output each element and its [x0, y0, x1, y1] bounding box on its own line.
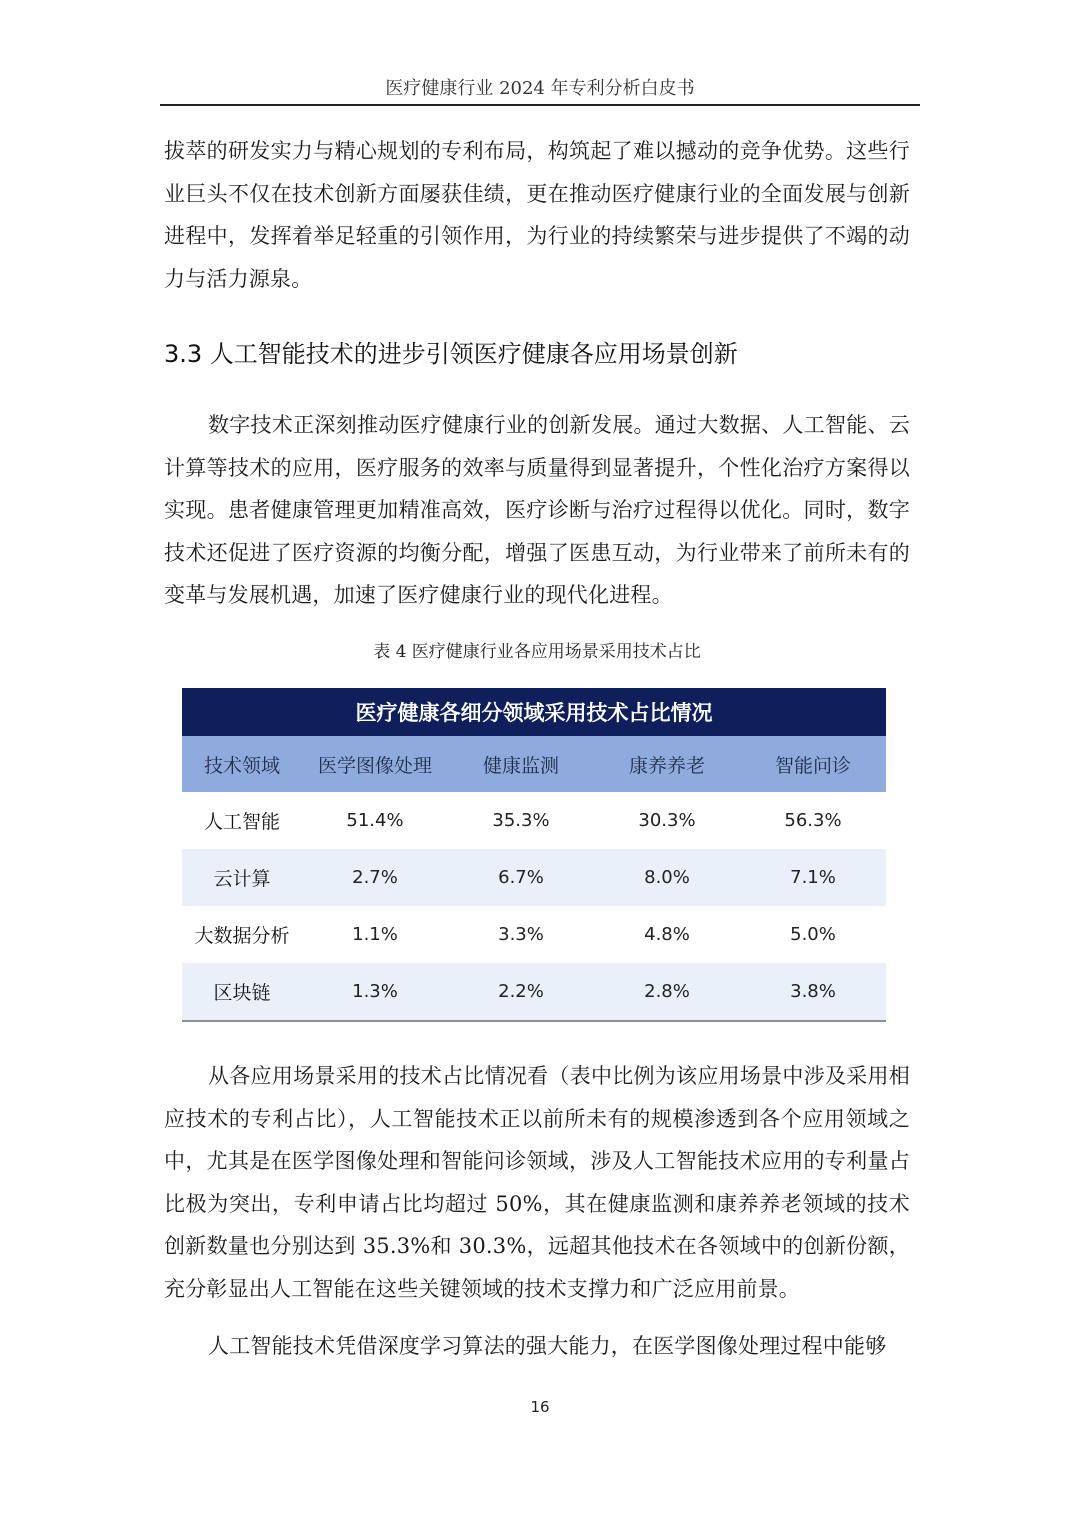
paragraph-digital-tech: 数字技术正深刻推动医疗健康行业的创新发展。通过大数据、人工智能、云计算等技术的应用，医疗服务的效率与质量得到显著提升，个性化治疗方案得以实现。患者健康管理更加精准高效，医疗诊断与治疗过程得以优化。同时，数字技术还促进了医疗资源的均衡分配，增强了医患互动，为行业带来了前所未有的变革与发展机遇，加速了医疗健康行业的现代化进程。	[164, 413, 910, 607]
table-title-row	[182, 688, 886, 736]
column-header: 健康监测	[448, 736, 594, 792]
table-caption: 表 4 医疗健康行业各应用场景采用技术占比	[373, 642, 701, 662]
table-cell: 1.1%	[352, 924, 398, 945]
table-cell: 35.3%	[492, 810, 550, 831]
table-row	[182, 963, 886, 1021]
column-header: 医学图像处理	[302, 736, 448, 792]
table-row	[182, 906, 886, 963]
table-cell: 51.4%	[346, 810, 404, 831]
table-cell: 8.0%	[594, 849, 740, 906]
table-cell: 2.8%	[594, 963, 740, 1021]
table-cell: 1.3%	[302, 963, 448, 1021]
row-label: 人工智能	[203, 811, 280, 833]
table-cell: 6.7%	[448, 849, 594, 906]
paragraph-continuation: 拔萃的研发实力与精心规划的专利布局，构筑起了难以撼动的竞争优势。这些行业巨头不仅在技术创新方面屡获佳绩，更在推动医疗健康行业的全面发展与创新进程中，发挥着举足轻重的引领作用，为行业的持续繁荣与进步提供了不竭的动力与活力源泉。	[164, 139, 910, 291]
table-cell: 30.3%	[638, 810, 696, 831]
page-number: 16	[530, 1398, 550, 1416]
table-cell: 2.2%	[448, 963, 594, 1021]
table-title: 医疗健康各细分领域采用技术占比情况	[182, 688, 886, 736]
tech-share-table	[182, 688, 886, 1022]
running-header: 医疗健康行业 2024 年专利分析白皮书	[160, 74, 920, 106]
row-label: 大数据分析	[194, 925, 290, 947]
column-header: 智能问诊	[740, 736, 886, 792]
table-cell: 2.7%	[302, 849, 448, 906]
table-cell: 3.3%	[498, 924, 544, 945]
table-cell: 5.0%	[790, 924, 836, 945]
column-header: 技术领域	[182, 736, 302, 792]
row-label: 云计算	[182, 849, 302, 906]
table-cell: 3.8%	[740, 963, 886, 1021]
column-header: 康养养老	[594, 736, 740, 792]
paragraph-analysis: 从各应用场景采用的技术占比情况看（表中比例为该应用场景中涉及采用相应技术的专利占比），人工智能技术正以前所未有的规模渗透到各个应用领域之中，尤其是在医学图像处理和智能问诊领域，涉及人工智能技术应用的专利量占比极为突出，专利申请占比均超过 50%，其在健康监测和康养养老领域的技术创新数量也分别达到 35.3%和 30.3%，远超其他技术在各领域中的创新份额，充分彰显出人工智能在这些关键领域的技术支撑力和广泛应用前景。	[164, 1064, 910, 1301]
table-header-row	[182, 736, 886, 792]
table-row	[182, 849, 886, 906]
table-cell: 4.8%	[644, 924, 690, 945]
row-label: 区块链	[182, 963, 302, 1021]
paragraph-ai-imaging: 人工智能技术凭借深度学习算法的强大能力，在医学图像处理过程中能够	[208, 1334, 887, 1358]
table-cell: 56.3%	[784, 810, 842, 831]
table-row	[182, 792, 886, 849]
table-cell: 7.1%	[740, 849, 886, 906]
section-heading: 3.3 人工智能技术的进步引领医疗健康各应用场景创新	[164, 340, 738, 368]
